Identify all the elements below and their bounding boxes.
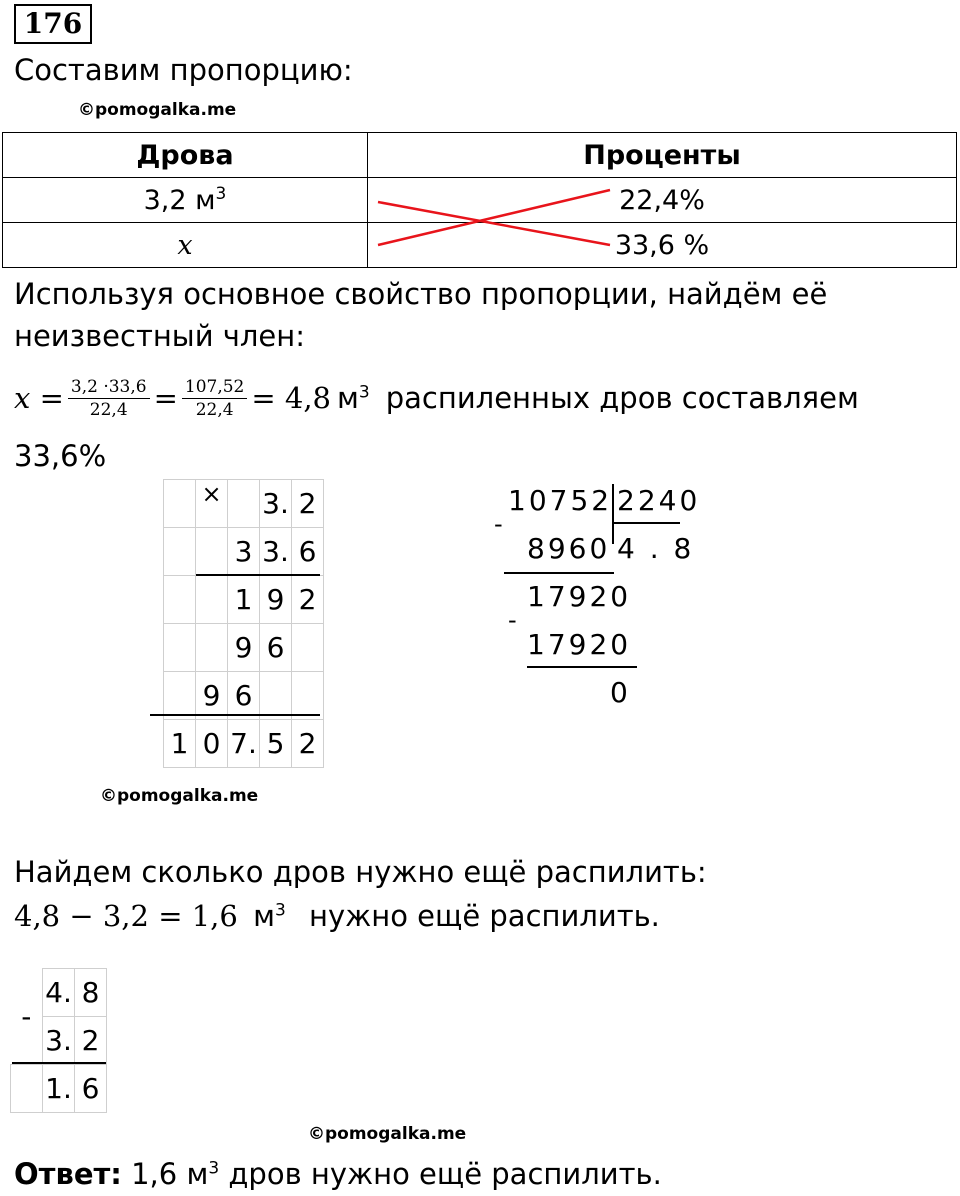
step2-unit: $м^3$ xyxy=(253,899,286,933)
answer-label: Ответ: xyxy=(14,1157,122,1191)
explanation-line-1: Используя основное свойство пропорции, найдём её xyxy=(14,277,828,311)
division-quotient: 4 . 8 xyxy=(617,532,695,565)
cell-percent-1: 22,4% xyxy=(367,178,956,223)
sub-row: 3. 2 xyxy=(11,1017,107,1065)
fraction-1-numerator: 3,2 ·33,6 xyxy=(68,376,150,399)
answer-line xyxy=(14,1156,662,1192)
header-wood: Дрова xyxy=(3,133,368,178)
watermark-middle: ©pomogalka.me xyxy=(100,786,259,806)
watermark-bottom: ©pomogalka.me xyxy=(308,1124,467,1144)
subtraction-line xyxy=(12,1062,106,1064)
task-number: 176 xyxy=(14,4,92,44)
header-percent: Проценты xyxy=(367,133,956,178)
mult-row: 1 9 2 xyxy=(164,576,324,624)
cross-line-up xyxy=(378,190,610,245)
fraction-2-numerator: 107,52 xyxy=(182,376,247,399)
formula-eq: = xyxy=(153,381,178,415)
cross-line-down xyxy=(378,202,610,245)
cell-wood-1: 3,2 $м^3$ xyxy=(3,178,368,223)
watermark-top: ©pomogalka.me xyxy=(78,100,237,120)
formula-tail-2: 33,6% xyxy=(14,439,107,473)
mult-line-2 xyxy=(150,714,320,716)
answer-value: 1,6 $м^3$ xyxy=(131,1157,220,1191)
cell-wood-2: x xyxy=(3,223,368,268)
fraction-1 xyxy=(68,376,150,421)
multiply-sign: × xyxy=(196,480,228,528)
step2-formula: 4,8 − 3,2 = 1,6 xyxy=(14,899,238,933)
cross-lines xyxy=(0,0,960,280)
division-subtrahend-1: 8960 xyxy=(527,532,611,565)
formula-tail: распиленных дров составляем xyxy=(385,381,859,415)
step2-formula-line xyxy=(14,898,660,934)
division-dividend: 10752 xyxy=(508,484,613,517)
formula-result: = 4,8 xyxy=(251,381,332,415)
cell-percent-2: 33,6 % xyxy=(367,223,956,268)
fraction-2-denominator: 22,4 xyxy=(195,399,234,420)
intro-text: Составим пропорцию: xyxy=(14,53,353,87)
formula-unit: $м^3$ xyxy=(337,381,370,415)
subtraction-grid xyxy=(10,968,107,1113)
minus-sign-1: - xyxy=(494,510,503,538)
mult-row: 9 6 xyxy=(164,672,324,720)
division-subtrahend-2: 17920 xyxy=(527,628,632,661)
multiplication-grid xyxy=(163,479,324,768)
step2-tail: нужно ещё распилить. xyxy=(309,899,660,933)
sub-row: - 4. 8 xyxy=(11,969,107,1017)
division-remainder-2: 0 xyxy=(610,676,631,709)
mult-row: 3 3. 6 xyxy=(164,528,324,576)
answer-text: дров нужно ещё распилить. xyxy=(228,1157,662,1191)
step2-text: Найдем сколько дров нужно ещё распилить: xyxy=(14,855,707,889)
minus-sign-2: - xyxy=(508,606,517,634)
mult-row: × 3. 2 xyxy=(164,480,324,528)
mult-line-1 xyxy=(196,574,320,576)
subtraction-minus: - xyxy=(21,999,32,1033)
division-vertical-line xyxy=(612,484,614,544)
explanation-line-2: неизвестный член: xyxy=(14,319,306,353)
fraction-1-denominator: 22,4 xyxy=(89,399,128,420)
formula-line xyxy=(14,366,859,430)
sub-row: 1. 6 xyxy=(11,1065,107,1113)
fraction-2 xyxy=(182,376,247,421)
division-line-1 xyxy=(504,572,614,574)
division-divisor: 2240 xyxy=(617,484,701,517)
division-line-2 xyxy=(527,666,637,668)
mult-row: 1 0 7. 5 2 xyxy=(164,720,324,768)
division-quotient-line xyxy=(612,522,680,524)
division-remainder-1: 17920 xyxy=(527,580,632,613)
formula-lhs: x = xyxy=(14,381,64,415)
mult-row: 9 6 xyxy=(164,624,324,672)
